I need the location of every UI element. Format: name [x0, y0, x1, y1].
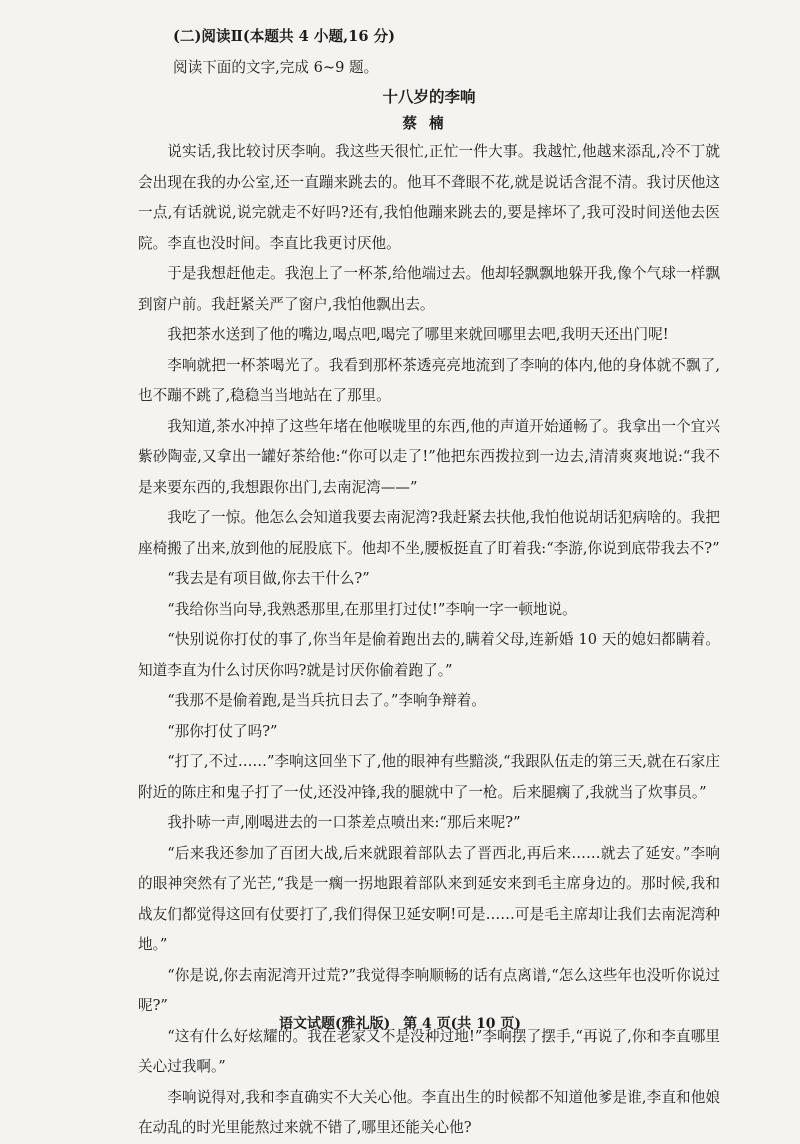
paragraph: 于是我想赶他走。我泡上了一杯茶,给他端过去。他却轻飘飘地躲开我,像个气球一样飘到窗户前。我赶紧关严了窗户,我怕他飘出去。: [138, 265, 720, 313]
paragraph: “你是说,你去南泥湾开过荒?”我觉得李响顺畅的话有点离谱,“怎么这些年也没听你说过呢?”: [138, 966, 720, 1014]
footer-page-number: 第 4 页(共 10 页): [403, 1016, 522, 1032]
paragraph: 我扑哧一声,刚喝进去的一口茶差点喷出来:“那后来呢?”: [167, 814, 521, 831]
section-heading: (二)阅读Ⅱ(本题共 4 小题,16 分): [173, 28, 396, 45]
footer-subject: 语文试题(雅礼版): [278, 1016, 391, 1032]
paragraph: 李响说得对,我和李直确实不大关心他。李直出生的时候都不知道他爹是谁,李直和他娘在动乱的时光里能熬过来就不错了,哪里还能关心他?: [138, 1088, 720, 1136]
paragraph: “这有什么好炫耀的。我在老家又不是没种过地!”李响摆了摆手,“再说了,你和李直哪里关心过我啊。”: [138, 1027, 720, 1075]
paragraph: 李响就把一杯茶喝光了。我看到那杯茶透亮亮地流到了李响的体内,他的身体就不飘了,也不蹦不跳了,稳稳当当地站在了那里。: [138, 356, 720, 404]
paragraph: 说实话,我比较讨厌李响。我这些天很忙,正忙一件大事。我越忙,他越来添乱,冷不丁就会出现在我的办公室,还一直蹦来跳去的。他耳不聋眼不花,就是说话含混不清。我讨厌他这一点,有话就说,说完就走不好吗?还有,我怕他蹦来跳去的,要是摔坏了,我可没时间送他去医院。李直也没时间。李直比我更讨厌他。: [138, 143, 720, 252]
article-author: 蔡楠: [402, 115, 456, 132]
paragraph: “那你打仗了吗?”: [167, 722, 278, 740]
paragraph: “我给你当向导,我熟悉那里,在那里打过仗!”李响一字一顿地说。: [167, 600, 577, 618]
article-title: 十八岁的李响: [382, 87, 476, 106]
paragraph: “快别说你打仗的事了,你当年是偷着跑出去的,瞒着父母,连新婚 10 天的媳妇都瞒着。知道李直为什么讨厌你吗?就是讨厌你偷着跑了。”: [138, 631, 720, 679]
page-footer: [0, 1013, 800, 1033]
paragraph: “打了,不过……”李响这回坐下了,他的眼神有些黯淡,“我跟队伍走的第三天,就在石家庄附近的陈庄和鬼子打了一仗,还没冲锋,我的腿就中了一枪。后来腿瘸了,我就当了炊事员。”: [138, 753, 720, 801]
paragraph: 我吃了一惊。他怎么会知道我要去南泥湾?我赶紧去扶他,我怕他说胡话犯病啥的。我把座椅搬了出来,放到他的屁股底下。他却不坐,腰板挺直了盯着我:“李游,你说到底带我去不?”: [138, 509, 720, 557]
paragraph: 我把茶水送到了他的嘴边,喝点吧,喝完了哪里来就回哪里去吧,我明天还出门呢!: [167, 326, 669, 343]
section-instruction: 阅读下面的文字,完成 6~9 题。: [173, 58, 379, 76]
reading-section: [138, 22, 720, 1144]
paragraph: “我那不是偷着跑,是当兵抗日去了。”李响争辩着。: [167, 692, 486, 709]
article-body: [138, 137, 720, 1144]
paragraph: “我去是有项目做,你去干什么?”: [167, 570, 370, 587]
paragraph: 我知道,茶水冲掉了这些年堵在他喉咙里的东西,他的声道开始通畅了。我拿出一个宜兴紫砂陶壶,又拿出一罐好茶给他:“你可以走了!”他把东西拨拉到一边去,清清爽爽地说:“我不是来要东西的,我想跟你出门,去南泥湾——”: [138, 417, 720, 496]
paragraph: “后来我还参加了百团大战,后来就跟着部队去了晋西北,再后来……就去了延安。”李响的眼神突然有了光芒,“我是一瘸一拐地跟着部队来到延安来到毛主席身边的。那时候,我和战友们都觉得这回有仗要打了,我们得保卫延安啊!可是……可是毛主席却让我们去南泥湾种地。”: [138, 844, 720, 953]
